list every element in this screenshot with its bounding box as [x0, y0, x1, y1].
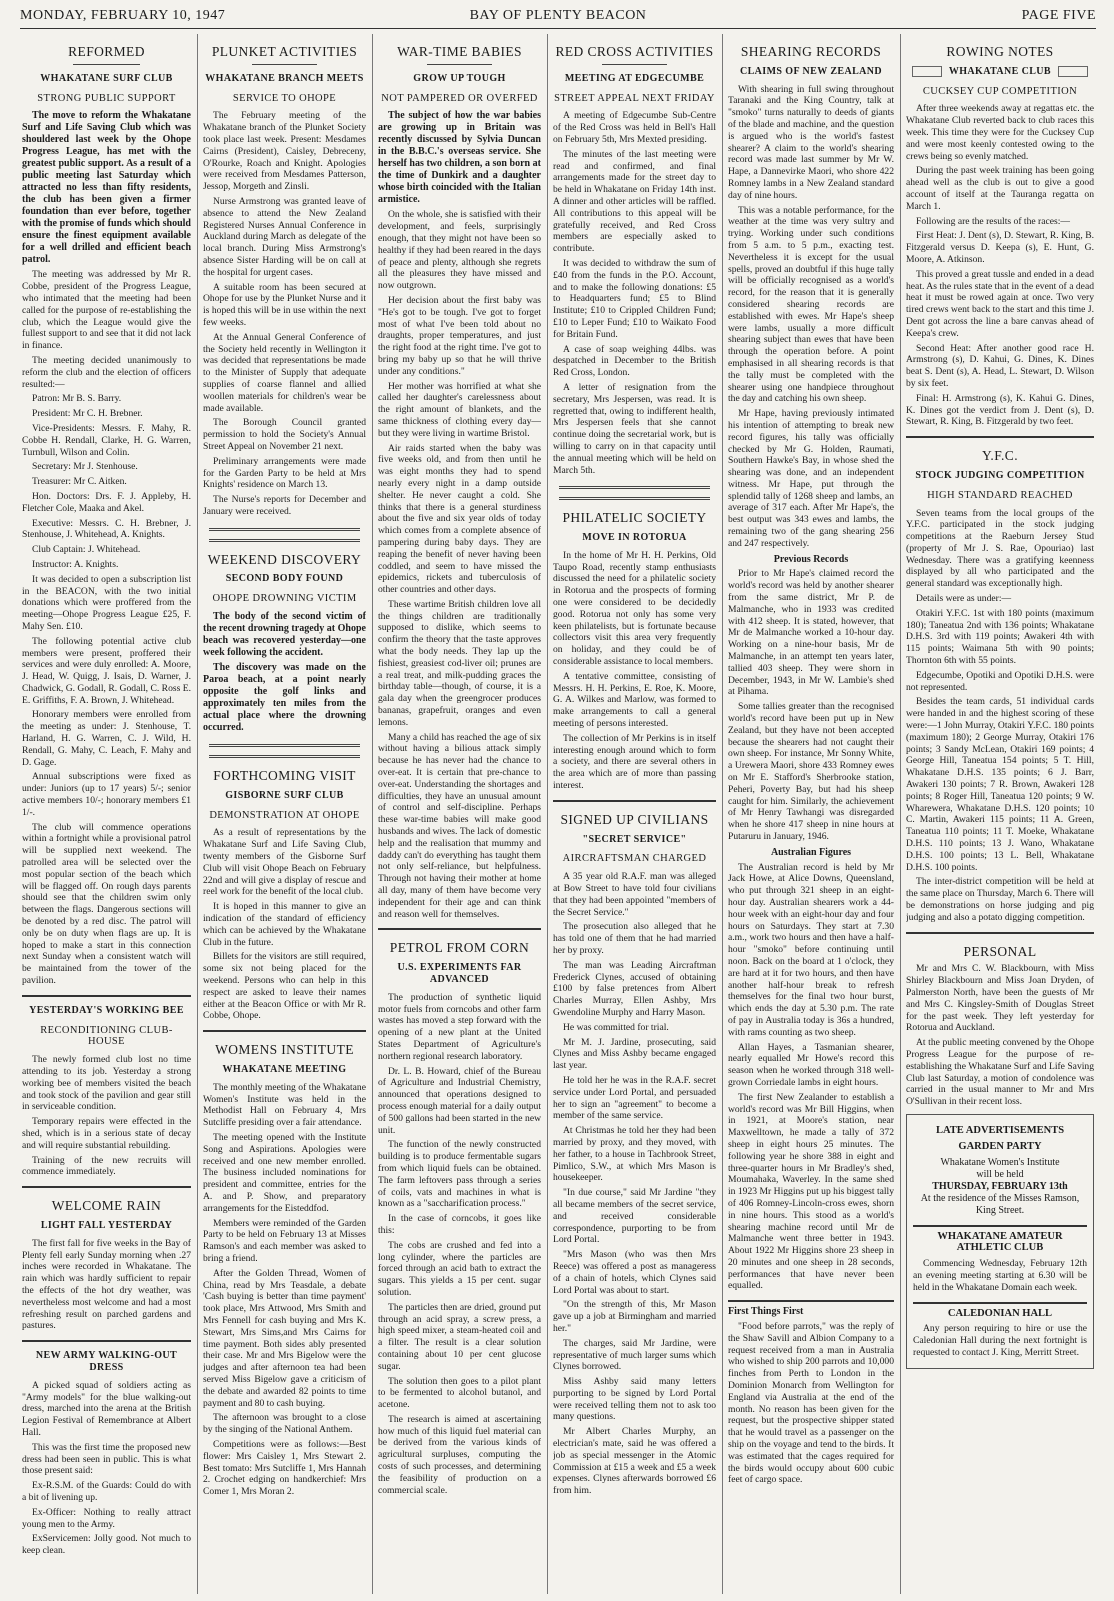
paragraph: The meeting was addressed by Mr R. Cobbe, president of the Progress League, who intimated that the meeting had been called for the purpose of re-establishing the club, which the League would give the fullest support to and see that it did not lack in finance. — [22, 269, 191, 352]
subheadline: "SECRET SERVICE" — [582, 833, 687, 845]
ads-heading: LATE ADVERTISEMENTS — [935, 1124, 1065, 1136]
paragraph: Her decision about the first baby was "He's got to be tough. I've got to forget most of what I've been told about no draughts, proper temperatures, and just the right food at the right time. I've got to bring my baby up so that he will thrive under any conditions." — [378, 294, 541, 377]
divider — [22, 995, 191, 997]
headline: Y.F.C. — [982, 448, 1018, 464]
paragraph: First Heat: J. Dent (s), D. Stewart, R. King, B. Fitzgerald versus D. Keepa (s), E. Hunt, G. Moore, A. Atkinson. — [906, 230, 1094, 265]
subheadline: NOT PAMPERED OR OVERFED — [381, 92, 538, 104]
paragraph: Annual subscriptions were fixed as under: Juniors (up to 17 years) 5/-; senior active members 10/-; honorary members £1 1/-. — [22, 771, 191, 818]
paragraph: The Borough Council granted permission to hold the Society's Annual Street Appeal on November 21 next. — [203, 417, 366, 452]
paragraph: Club Captain: J. Whitehead. — [32, 544, 141, 556]
column-5 — [728, 34, 894, 1594]
column-1 — [22, 34, 191, 1594]
lead-paragraph: The move to reform the Whakatane Surf and Life Saving Club which was shouldered last week by the Ohope Progress League, has met with the greatest public support. As a result of a public meeting last Saturday which attracted no less than fifty residents, the club has been given a firmer foundation than ever before, together with the promise of funds which should ensure the finest equipment available for a well drilled and efficient beach patrol. — [22, 110, 191, 266]
paragraph: These wartime British children love all the things children are traditionally supposed to dislike, which seems to confirm the theory that the taste approves what the body needs. They lap up the fishiest, greasiest cod-liver oil; prunes are a real treat, and milk-pudding graces the birthday table—though, of course, it is a gala day when the greengrocer produces bananas, grapefruit, oranges and even lemons. — [378, 598, 541, 728]
paragraph: Dr. L. B. Howard, chief of the Bureau of Agriculture and Industrial Chemistry, announced that operations designed to process enough material for a daily output of 500 gallons had been started in the new unit. — [378, 1065, 541, 1136]
paragraph: Hon. Doctors: Drs. F. J. Appleby, H. Fletcher Cole, Maaka and Akel. — [22, 490, 191, 514]
column-3 — [378, 34, 541, 1594]
paragraph: Ex-R.S.M. of the Guards: Could do with a bit of livening up. — [22, 1480, 191, 1503]
oars-icon — [912, 66, 942, 77]
headline: First Things First — [728, 1306, 804, 1318]
divider — [378, 928, 541, 930]
paragraph: As a result of representations by the Whakatane Surf and Life Saving Club, twenty members of the Gisborne Surf Club will visit Ohope Beach on February 22nd and will give a display of rescue and reel work for the benefit of the local club. — [203, 827, 366, 898]
paragraph: At the Annual General Conference of the Society held recently in Wellington it was decided that representations be made to the Minister of Supply that adequate supplies of coarse flannel and allied woollen materials for children's wear be made available. — [203, 331, 366, 414]
divider — [553, 800, 716, 802]
subheadline: SERVICE TO OHOPE — [232, 92, 337, 104]
divider — [209, 744, 360, 758]
paragraph: Instructor: A. Knights. — [32, 558, 119, 570]
section-subheading: Previous Records — [773, 553, 849, 565]
subheadline: DEMONSTRATION AT OHOPE — [209, 809, 360, 821]
headline: PLUNKET ACTIVITIES — [211, 44, 358, 59]
paragraph: Mr M. J. Jardine, prosecuting, said Clynes and Miss Ashby became engaged last year. — [553, 1036, 716, 1072]
headline: FORTHCOMING VISIT — [213, 768, 356, 784]
subheadline: STOCK JUDGING COMPETITION — [915, 469, 1085, 481]
paragraph: Final: H. Armstrong (s), K. Kahui G. Dines, K. Dines got the verdict from J. Dent (s), D. Stewart, R. King, B. Fitzgerald by two feet. — [906, 392, 1094, 428]
paragraph: Vice-Presidents: Messrs. F. Mahy, R. Cobbe H. Rendall, Clarke, H. G. Warren, Turnbull, Wilson and Colin. — [22, 422, 191, 458]
subheadline: AIRCRAFTSMAN CHARGED — [562, 853, 707, 865]
divider — [602, 64, 667, 65]
paragraph: It was decided to withdraw the sum of £40 from the funds in the P.O. Account, and to make the following donations: £5 to Headquarters fund; £5 to Blind Institute; £10 to Crippled Children Fund; £10 to Leper Fund; £10 to Waikato Food for Britain Fund. — [553, 257, 716, 340]
paragraph: The monthly meeting of the Whakatane Women's Institute was held in the Methodist Hall on February 4, Mrs Sutcliffe presiding over a fair attendance. — [203, 1081, 366, 1129]
paragraph: After three weekends away at regattas etc. the Whakatane Club reverted back to club races this week. This time they were for the Cucksey Cup and were most keenly contested owing to the crews being so evenly matched. — [906, 103, 1094, 162]
headline: WAR-TIME BABIES — [397, 44, 522, 59]
paragraph: A meeting of Edgecumbe Sub-Centre of the Red Cross was held in Bell's Hall on February 5th, Mrs Mexted presiding. — [553, 110, 716, 145]
paragraph: The February meeting of the Whakatane branch of the Plunket Society took place last week. Present: Mesdames Cairns (President), Caisley, Debreceny, O'Rourke, Roach and Knight. Apologies were received from Mesdames Patterson, Jessop, Morgeth and Zinsli. — [203, 110, 366, 193]
paragraph: At the public meeting convened by the Ohope Progress League for the purpose of re-establishing the Whakatane Surf and Life Saving Club last Saturday, a motion of condolence was carried in the usual manner to Mr and Mrs O'Sullivan in their recent loss. — [906, 1037, 1094, 1108]
headline: YESTERDAY'S WORKING BEE — [29, 1004, 184, 1016]
ad-title: CALEDONIAN HALL — [947, 1307, 1053, 1319]
article-plunket — [203, 46, 366, 518]
subheadline: STREET APPEAL NEXT FRIDAY — [554, 92, 715, 104]
column-rule — [722, 34, 723, 1594]
subheadline: U.S. EXPERIMENTS FAR ADVANCED — [397, 962, 522, 985]
headline: PETROL FROM CORN — [389, 940, 530, 956]
issue-date: MONDAY, FEBRUARY 10, 1947 — [20, 8, 226, 23]
subheadline-text: WHAKATANE CLUB — [948, 65, 1051, 77]
paragraph: Allan Hayes, a Tasmanian shearer, nearly equalled Mr Howe's record this season when he worked through 318 well-grown Corriedale lambs in eight hours. — [728, 1041, 894, 1088]
paragraph: Ex-Officer: Nothing to really attract young men to the Army. — [22, 1506, 191, 1530]
paragraph: The research is aimed at ascertaining how much of this liquid fuel material can be derived from the various kinds of agricultural surpluses, computing the costs of such processes, and determining the feasibility of production on a commercial scale. — [378, 1413, 541, 1496]
paragraph: A tentative committee, consisting of Messrs. H. H. Perkins, E. Roe, K. Moore, G. A. Wilkes and Marlow, was formed to make arrangements to call a general meeting of persons interested. — [553, 670, 716, 730]
divider — [252, 64, 317, 65]
page-number: PAGE FIVE — [1021, 8, 1096, 23]
subheadline: CUCKSEY CUP COMPETITION — [922, 85, 1078, 97]
column-rule — [900, 34, 901, 1594]
paragraph: In the case of corncobs, it goes like this: — [378, 1213, 541, 1236]
divider — [906, 932, 1094, 934]
paragraph: A letter of resignation from the secretary, Mrs Jespersen, was read. It is regretted that, owing to indifferent health, Mrs Jespersen feels that she cannot continue doing the secretarial work, but is willing to carry on in that capacity until the annual meeting which will be held on March 5th. — [553, 381, 716, 476]
article-weekend-discovery — [203, 551, 366, 734]
subheadline: STRONG PUBLIC SUPPORT — [37, 92, 176, 104]
article-army-dress — [22, 1350, 191, 1557]
subheadline: HIGH STANDARD REACHED — [927, 489, 1073, 501]
paragraph: The Nurse's reports for December and January were received. — [203, 494, 366, 517]
column-rule — [547, 34, 548, 1594]
section-subheading: Australian Figures — [770, 846, 852, 858]
ad-text: At the residence of the Misses Ramson, King Street. — [920, 1192, 1080, 1216]
paragraph: The function of the newly constructed building is to produce fermentable sugars from which liquid fuels can be obtained. The farm leftovers pass through a series of coils, vats and machines in what is known as a "saccharification process." — [378, 1139, 541, 1210]
paragraph: ExServicemen: Jolly good. Not much to keep clean. — [22, 1533, 191, 1557]
subheadline: WHAKATANE SURF CLUB — [40, 72, 173, 84]
newspaper-title: BAY OF PLENTY BEACON — [469, 8, 647, 23]
paragraph: Her mother was horrified at what she called her daughter's carelessness about the right amount of blankets, and the same thickness of clothing every day—but they were living in wartime Bristol. — [378, 380, 541, 439]
ad-title: GARDEN PARTY — [958, 1140, 1042, 1152]
paragraph: Miss Ashby said many letters purporting to be signed by Lord Portal were received telling them not to ask too many questions. — [553, 1376, 716, 1423]
subheadline: GISBORNE SURF CLUB — [225, 789, 344, 801]
paragraph: Mr and Mrs C. W. Blackbourn, with Miss Shirley Blackbourn and Miss Joan Dryden, of Palmerston North, have been the guests of Mr and Mrs C. Kingsley-Smith of Douglas Street for the past week. They left yesterday for Rotorua and Auckland. — [906, 963, 1094, 1034]
paragraph: The meeting decided unanimously to reform the club and the election of officers resulted:— — [22, 354, 191, 390]
paragraph: The prosecution also alleged that he has told one of them that he had married her by proxy. — [553, 921, 716, 956]
paragraph: During the past week training has been going ahead well as the club is out to give a good account of itself at the Tauranga regatta on March 1. — [906, 165, 1094, 212]
paragraph: The meeting opened with the Institute Song and Aspirations. Apologies were received and one new member enrolled. The business included nominations for president and committee, entries for the A. and P. Show, and preparatory arrangements for the Eisteddfod. — [203, 1132, 366, 1214]
article-shearing-records — [728, 46, 894, 1292]
paragraph: The afternoon was brought to a close by the singing of the National Anthem. — [203, 1412, 366, 1436]
article-rowing-notes — [906, 46, 1094, 428]
subheadline: WHAKATANE MEETING — [222, 1064, 347, 1076]
paragraph: Following are the results of the races:— — [916, 215, 1070, 227]
paragraph: Patron: Mr B. S. Barry. — [32, 393, 122, 405]
divider — [209, 528, 360, 542]
subheadline: MOVE IN ROTORUA — [582, 532, 687, 544]
paragraph: Treasurer: Mr C. Aitken. — [32, 476, 127, 488]
column-4 — [553, 34, 716, 1594]
subheadline: OHOPE DROWNING VICTIM — [212, 593, 357, 605]
subheadline: MEETING AT EDGECUMBE — [564, 72, 705, 84]
article-forthcoming-visit — [203, 770, 366, 1022]
article-working-bee — [22, 1005, 191, 1178]
article-rain — [22, 1200, 191, 1332]
paragraph: Mr Hape, having previously intimated his intention of attempting to break new record figures, his tally was officially checked by Mr G. Holden, Raumati, Southern Hawke's Bay, in whose shed the shearing was done, and an independent witness. Mr Hape, put through the splendid tally of 1268 sheep and lambs, an average of 317 each. After Mr Hape's, the best output was 343 ewes and lambs, the remaining two of the gang shearing 256 and 247 respectively. — [728, 408, 894, 549]
ad-text: will be held — [976, 1168, 1024, 1180]
column-2 — [203, 34, 366, 1594]
paragraph: Honorary members were enrolled from the meeting as under: J. Stenhouse, T. Harland, H. G. Warren, C. J. Wild, H. Rendall, G. Mahy, C. Leach, F. Mahy and D. Gage. — [22, 709, 191, 768]
subheadline: LIGHT FALL YESTERDAY — [40, 1219, 173, 1231]
headline: PHILATELIC SOCIETY — [562, 510, 707, 526]
article-philatelic — [553, 512, 716, 792]
divider — [913, 1225, 1087, 1227]
headline: REFORMED — [68, 44, 145, 59]
paragraph: This was the first time the proposed new dress had been seen in public. This is what those present said: — [22, 1441, 191, 1477]
ad-title: WHAKATANE AMATEUR ATHLETIC CLUB — [937, 1230, 1063, 1254]
paragraph: The first New Zealander to establish a world's record was Mr Bill Higgins, when in 1921, at Moore's station, near Maxwelltown, he made a tally of 372 sheep in eight hours 25 minutes. The following year he shore 388 in eight and three-quarter hours in Mr Bradley's shed, Moumahaka, Waverley. In the same shed in 1923 Mr Higgins put up his biggest tally of 406 Romney-Lincoln-cross ewes, shorn in nine hours. This stood as a world's shearing machine record until Mr de Malmanche went three better in 1943. About 1922 Mr Higgins shore 23 sheep in 20 minutes and one sheep in 28 seconds, performances that have never been equalled. — [728, 1091, 894, 1292]
column-6 — [906, 34, 1094, 1594]
headline: PERSONAL — [963, 943, 1037, 959]
paragraph: The Australian record is held by Mr Jack Howe, at Alice Downs, Queensland, who put through 321 sheep in an eight-hour day. Australian shearers work a 44-hour week with an eight-hour day and four hours on Saturdays. They start at 7.30 a.m., work two hours and then have a half-hour "smoko" before continuing until noon. Back on the board at 1 o'clock, they are hard at it for two hours, and then have another half-hour break to refresh themselves for the final two hour burst, which ends the day at 5.30 p.m. The rate of pay in Australia today is 36s a hundred, with rams counting as two sheep. — [728, 861, 894, 1038]
paragraph: A 35 year old R.A.F. man was alleged at Bow Street to have told four civilians that they had been appointed "members of the Secret Service." — [553, 871, 716, 918]
divider — [22, 1186, 191, 1188]
paragraph: Besides the team cards, 51 individual cards were handed in and the highest scoring of these were:—1 John Murray, Otakiri Y.F.C. 180 points (maximum 180); 2 George Murray, Otakiri 176 points; 3 Sandy McLean, Otakiri 169 points; 4 George Hill, Taneatua 154 points; 5 T. Hill, Whakatane D.H.S. 135 points; 6 J. Barr, Awakeri 130 points; 7 R. Brown, Awakeri 128 points; 8 Roger Hill, Taneatua 120 points; 9 W. Wharewera, Whakatane D.H.S. 120 points; 10 C. Martin, Awakeri 115 points; 11 A. Green, Taneatua 110 points; 11 T. Moeke, Whakatane D.H.S. 110 points; 13 J. Wano, Whakatane D.H.S. 100 points; 13 L. Bell, Whakatane D.H.S. 100 points. — [906, 696, 1094, 873]
paragraph: "Mrs Mason (who was then Mrs Reece) was offered a post as manageress of a chain of hotels, which Clynes said Lord Portal was about to start. — [553, 1249, 716, 1296]
divider — [427, 64, 492, 65]
paragraph: The collection of Mr Perkins is in itself interesting enough around which to form a society, and there are several others in the area which are of more than passing interest. — [553, 732, 716, 792]
ad-text: Whakatane Women's Institute — [940, 1156, 1060, 1168]
paragraph: Some tallies greater than the recognised world's record have been put up in New Zealand, but they have not been accepted because the shearers had not caught their own sheep. For instance, Mr Sonny White, a Urewera Maori, shore 433 Romney ewes on Mr E. Stafford's Sherbrooke station, Peheri, Poverty Bay, but had his sheep caught for him. Similarly, the achievement of Mr Henry Tawhangi was disregarded when he shore 417 sheep in nine hours at Putaruru in January, 1946. — [728, 701, 894, 842]
divider — [203, 1030, 366, 1032]
paragraph: Training of the new recruits will commence immediately. — [22, 1154, 191, 1178]
paragraph: The inter-district competition will be held at the same place on Thursday, March 6. There will be demonstrations on horse judging and pig judging and also a potato digging competition. — [906, 876, 1094, 923]
paragraph: The following potential active club members were present, proffered their services and were duly enrolled: A. Moore, J. Head, W. Quigg, J. Isais, D. Warner, J. Chadwick, G. Godall, R. Godall, C. Ross E. E. Griffiths, F. A. Brown, J. Whitehead. — [22, 635, 191, 706]
divider — [728, 1300, 894, 1302]
late-advertisements — [906, 1114, 1094, 1369]
divider — [913, 1302, 1087, 1304]
lead-paragraph: The discovery was made on the Paroa beach, at a point nearly opposite the golf links and approximately ten miles from the actual place where the drowning occurred. — [203, 662, 366, 734]
article-signed-up-civilians — [553, 811, 716, 1497]
article-red-cross — [553, 46, 716, 476]
paragraph: A case of soap weighing 44lbs. was despatched in December to the British Red Cross, London. — [553, 343, 716, 379]
masthead — [20, 6, 1096, 29]
paragraph: Temporary repairs were effected in the shed, which is in a serious state of decay and will require substantial rebuilding. — [22, 1116, 191, 1151]
subheadline — [906, 66, 1094, 78]
paragraph: The man was Leading Aircraftman Frederick Clynes, accused of obtaining £100 by false pretences from Albert Charles Murray, Ellen Ashby, Mrs Gwendoline Murphy and Harry Mason. — [553, 959, 716, 1018]
paragraph: Second Heat: After another good race H. Armstrong (s), D. Kahui, G. Dines, K. Dines beat S. Dent (s), A. Head, L. Stewart, D. Wilson by six feet. — [906, 342, 1094, 389]
article-yfc — [906, 450, 1094, 923]
ad-text: Any person requiring to hire or use the Caledonian Hall during the next fortnight is requested to contact J. King, Merritt Street. — [913, 1323, 1087, 1358]
paragraph: The minutes of the last meeting were read and confirmed, and final arrangements made for the street day to be held in Whakatane on Friday 14th inst. A dinner and other articles will be raffled. All contributions to this appeal will be gratefully received, and Red Cross members are especially asked to contribute. — [553, 148, 716, 255]
column-rule — [197, 34, 198, 1594]
article-reformed — [22, 46, 191, 987]
paragraph: This proved a great tussle and ended in a dead heat. As the rules state that in the event of a dead heat it must be rowed again at once. Two very tired crews went back to the start and this time J. Dent got across the line a bare canvas ahead of Keepa's crew. — [906, 268, 1094, 339]
headline: SIGNED UP CIVILIANS — [560, 811, 709, 827]
oars-icon — [1058, 66, 1088, 77]
paragraph: Prior to Mr Hape's claimed record the world's record was held by another shearer from the same district, Mr P. de Malmanche, who in 1933 was credited with 412 sheep. It is stated, however, that Mr de Malmanche worked a 10-hour day. Working on a nine-hour basis, Mr de Malmanche, in an attempt ten years later, tallied 403 sheep. They were shorn in December, 1943, in Mr W. Lambie's shed at Pihama. — [728, 568, 894, 698]
headline: NEW ARMY WALKING-OUT DRESS — [35, 1350, 178, 1373]
paragraph: The particles then are dried, ground put through an acid spray, a screw press, a high speed mixer, a steam-heated coil and a filter. The result is a clear solution containing about 10 per cent glucose sugar. — [378, 1301, 541, 1372]
paragraph: He told her he was in the R.A.F. secret service under Lord Portal, and persuaded her to sign an "agreement" to become a member of the same service. — [553, 1074, 716, 1122]
paragraph: The first fall for five weeks in the Bay of Plenty fell early Sunday morning when .27 inches were recorded in Whakatane. The rain which was hardly sufficient to repair the effects of the hot dry weather, was nevertheless most welcome and had a most refreshing result on parched gardens and pastures. — [22, 1237, 191, 1332]
paragraph: The newly formed club lost no time attending to its job. Yesterday a strong working bee of members visited the beach and took stock of the pavilion and gear still in serviceable condition. — [22, 1054, 191, 1113]
paragraph: Nurse Armstrong was granted leave of absence to attend the New Zealand Registered Nurses Annual Conference in Auckland during March as delegate of the local branch. During Miss Armstrong's absence Sister Harding will be on call at the hospital for urgent cases. — [203, 195, 366, 278]
paragraph: It is hoped in this manner to give an indication of the standard of efficiency which can be achieved by the Whakatane Club in the future. — [203, 901, 366, 948]
divider — [906, 436, 1094, 438]
paragraph: The cobs are crushed and fed into a long cylinder, where the particles are forced through an acid bath to extract the sugars. This yields a 15 per cent. sugar solution. — [378, 1239, 541, 1298]
headline: ROWING NOTES — [946, 44, 1054, 59]
paragraph: It was decided to open a subscription list in the BEACON, with the two initial donations which were proffered from the meeting—Ohope Progress League £25, F. Mahy Sen. £10. — [22, 573, 191, 632]
paragraph: "Food before parrots," was the reply of the Shaw Savill and Albion Company to a request received from a man in Australia who wished to ship 200 parrots and 10,000 finches from Perth to London in the Dominion Monarch from Wellington for England via Australia at the end of the month. No reason has been given for the request, but the prospective shipper stated that he would travel as a passenger on the ship on the voyage and tend to the birds. It was estimated that the cages required for the birds would occupy about 600 cubic feet of cargo space. — [728, 1321, 894, 1486]
headline: WEEKEND DISCOVERY — [207, 551, 362, 567]
lead-paragraph: The subject of how the war babies are growing up in Britain was recently discussed by Sylvia Duncan in the B.B.C.'s overseas service. She herself has two children, a son born at the time of Dunkirk and a daughter whose birth coincided with the Italian armistice. — [378, 110, 541, 206]
paragraph: Edgecumbe, Opotiki and Opotiki D.H.S. were not represented. — [906, 669, 1094, 693]
paragraph: This was a notable performance, for the weather at the time was very sultry and trying. Working under such conditions from 5 a.m. to 5 p.m., exacting test. Nevertheless it is except for the usual spells, proved an doubtful if this huge tally will be officially recognised as a world's record, for the reason that it is generally considered shearing records are established with ewes. Mr Hape's sheep were lambs, usually a more difficult shearing subject than ewes that have been through the operation before. A point emphasised in all shearing records is that the tally must be completed with the shearer using one handpiece throughout the day and catching his own sheep. — [728, 204, 894, 405]
paragraph: Preliminary arrangements were made for the Garden Party to be held at Mrs Knights' residence on March 13. — [203, 455, 366, 491]
paragraph: Secretary: Mr J. Stenhouse. — [32, 461, 138, 473]
paragraph: Billets for the visitors are still required, some six not being placed for the weekend. Persons who can help in this respect are asked to leave their names either at the Beacon Office or with Mr R. Cobbe, Ohope. — [203, 951, 366, 1022]
subheadline: CLAIMS OF NEW ZEALAND — [739, 65, 883, 77]
headline: SHEARING RECORDS — [740, 44, 882, 59]
paragraph: Executive: Messrs. C. H. Brebner, J. Stenhouse, J. Whitehead, A. Knights. — [22, 517, 191, 541]
paragraph: With shearing in full swing throughout Taranaki and the King Country, talk at "smoko" turns naturally to deeds of giants of the blade and machine, and the question is argued who is the world's fastest shearer? A claim to the world's shearing record was made last summer by Mr W. Hape, a Dannevirke Maori, who shore 422 Romney lambs in a New Zealand standard day of nine hours. — [728, 83, 894, 201]
paragraph: Otakiri Y.F.C. 1st with 180 points (maximum 180); Taneatua 2nd with 136 points; Whakatane D.H.S. 3rd with 119 points; Awakeri 4th with 115 points; Waimana 5th with 90 points; Thornton 6th with 55 points. — [906, 607, 1094, 667]
headline: WELCOME RAIN — [51, 1198, 162, 1214]
paragraph: He was committed for trial. — [563, 1021, 669, 1033]
divider — [22, 1340, 191, 1342]
paragraph: Seven teams from the local groups of the Y.F.C. participated in the stock judging competitions at the Raeburn Jersey Stud (property of Mr J. S. Rae, Opouriao) last Wednesday. There was a gratifying keenness displayed by all who participated and the general standard was exceptionally high. — [906, 507, 1094, 590]
headline: RED CROSS ACTIVITIES — [555, 44, 714, 59]
paragraph: Air raids started when the baby was five weeks old, and from then until he was eight months they had to spend nearly every night in a damp outside shelter. He never caught a cold. She thinks that there is a general sturdiness about the five and six year olds of today which comes from a complete absence of pampering during baby days. They are reaping the benefit of never having been coddled, and seem to have missed the epidemics, rickets and tuberculosis of other countries and other days. — [378, 442, 541, 596]
paragraph: Many a child has reached the age of six without having a bilious attack simply because he has never had the chance to over-eat. It is certain that pre-chance to over-eat. Understanding the shortages and difficulties, they have an unusual amount of control and self-discipline. Perhaps these war-time babies will make good husbands and wives. The lack of domestic help and the realisation that mummy and daddy can't do everything has taught them not only self-reliance, but helpfulness. Through not having their mother at home all day, many of them have become very independent for their age and can think and reason well for themselves. — [378, 731, 541, 920]
ad-date: THURSDAY, FEBRUARY 13th — [932, 1180, 1068, 1192]
paragraph: President: Mr C. H. Brebner. — [32, 408, 143, 420]
paragraph: A picked squad of soldiers acting as "Army models" for the blue walking-out dress, marched into the arena at the British Legion Festival of Remembrance at Albert Hall. — [22, 1379, 191, 1438]
headline: WOMENS INSTITUTE — [215, 1042, 354, 1058]
ad-text: Commencing Wednesday, February 12th an evening meeting starting at 6.30 will be held in the Whakatane Domain each week. — [913, 1258, 1087, 1293]
paragraph: A suitable room has been secured at Ohope for use by the Plunket Nurse and it is hoped this will be in use within the next few weeks. — [203, 281, 366, 328]
article-war-time-babies — [378, 46, 541, 920]
article-first-things-first — [728, 1306, 894, 1486]
paragraph: Mr Albert Charles Murphy, an electrician's mate, said he was offered a job as special messenger in the Atomic Commission at £15 a week and £5 a week expenses. Clynes afterwards borrowed £6 from him. — [553, 1426, 716, 1497]
paragraph: Competitions were as follows:—Best flower: Mrs Caisley 1, Mrs Stewart 2. Best tomato: Mrs Sutcliffe 1, Mrs Hannah 2. Crochet edging on handkerchief: Mrs Comer 1, Mrs Moran 2. — [203, 1438, 366, 1498]
divider — [73, 64, 141, 65]
subheadline: SECOND BODY FOUND — [225, 573, 344, 585]
article-petrol-from-corn — [378, 942, 541, 1496]
column-rule — [372, 34, 373, 1594]
article-womens-institute — [203, 1044, 366, 1498]
paragraph: "In due course," said Mr Jardine "they all became members of the secret service, and received considerable correspondence, purporting to be from Lord Portal. — [553, 1187, 716, 1246]
paragraph: The charges, said Mr Jardine, were representative of much larger sums which Clynes borrowed. — [553, 1337, 716, 1373]
paragraph: Details were as under:— — [916, 593, 1012, 605]
paragraph: The club will commence operations within a fortnight while a provisional patrol will be supplied next weekend. The patrolled area will be selected over the most popular section of the beach which will be flagged off. On rough days parents should see that the children swim only between the flags. Dangerous sections will be denoted by a red disc. The patrol will only be on duty when flags are up. It is hoped to make a start in this connection next Sunday when a consistent watch will be maintained from the tower of the pavilion. — [22, 821, 191, 987]
paragraph: The production of synthetic liquid motor fuels from corncobs and other farm wastes has moved a step forward with the opening of a new plant at the United States Department of Agriculture's northern regional research laboratory. — [378, 991, 541, 1062]
divider — [559, 486, 710, 500]
article-personal — [906, 943, 1094, 1108]
paragraph: "On the strength of this, Mr Mason gave up a job at Birmingham and married her." — [553, 1299, 716, 1334]
paragraph: After the Golden Thread, Women of China, read by Mrs Teasdale, a debate 'Cash buying is better than time payment' took place, Mrs Attwood, Mrs Smith and Mrs Fennell for cash buying and Mrs K. Stewart, Mrs Sims,and Mrs Cairns for time payment. Both sides ably presented their case. Mr and Mrs Bigelow were the judges and after afternoon tea had been served Miss Bigelow gave a criticism of the debate and awarded 82 points to time payment and 80 to cash buying. — [203, 1267, 366, 1409]
paragraph: The solution then goes to a pilot plant to be fermented to alcohol butanol, and acetone. — [378, 1375, 541, 1411]
paragraph: In the home of Mr H. H. Perkins, Old Taupo Road, recently stamp enthusiasts discussed the need for a philatelic society in Rotorua and the prospects of forming one were considered to be decidedly good. Rotorua not only has some very keen philatelists, but is fortunate because collectors visit this area very frequently on holiday, and they could be of considerable assistance to local members. — [553, 549, 716, 668]
subheadline: WHAKATANE BRANCH MEETS — [205, 72, 364, 84]
lead-paragraph: The body of the second victim of the recent drowning tragedy at Ohope beach was recovered yesterday—one week following the accident. — [203, 611, 366, 659]
subheadline: GROW UP TOUGH — [413, 72, 506, 84]
paragraph: On the whole, she is satisfied with their development, and feels, surprisingly enough, that they might not have been so healthy if they had been reared in the days of peace and plenty, although she regrets all the pleasures they have missed and now outgrown. — [378, 209, 541, 292]
subheadline: RECONDITIONING CLUB-HOUSE — [40, 1024, 173, 1048]
paragraph: Members were reminded of the Garden Party to be held on February 13 at Misses Ramson's and each member was asked to bring a friend. — [203, 1217, 366, 1264]
paragraph: At Christmas he told her they had been married by proxy, and they moved, with her father, to a house in Tachbrook Street, Pimlico, S.W., at which Mrs Mason is housekeeper. — [553, 1125, 716, 1184]
